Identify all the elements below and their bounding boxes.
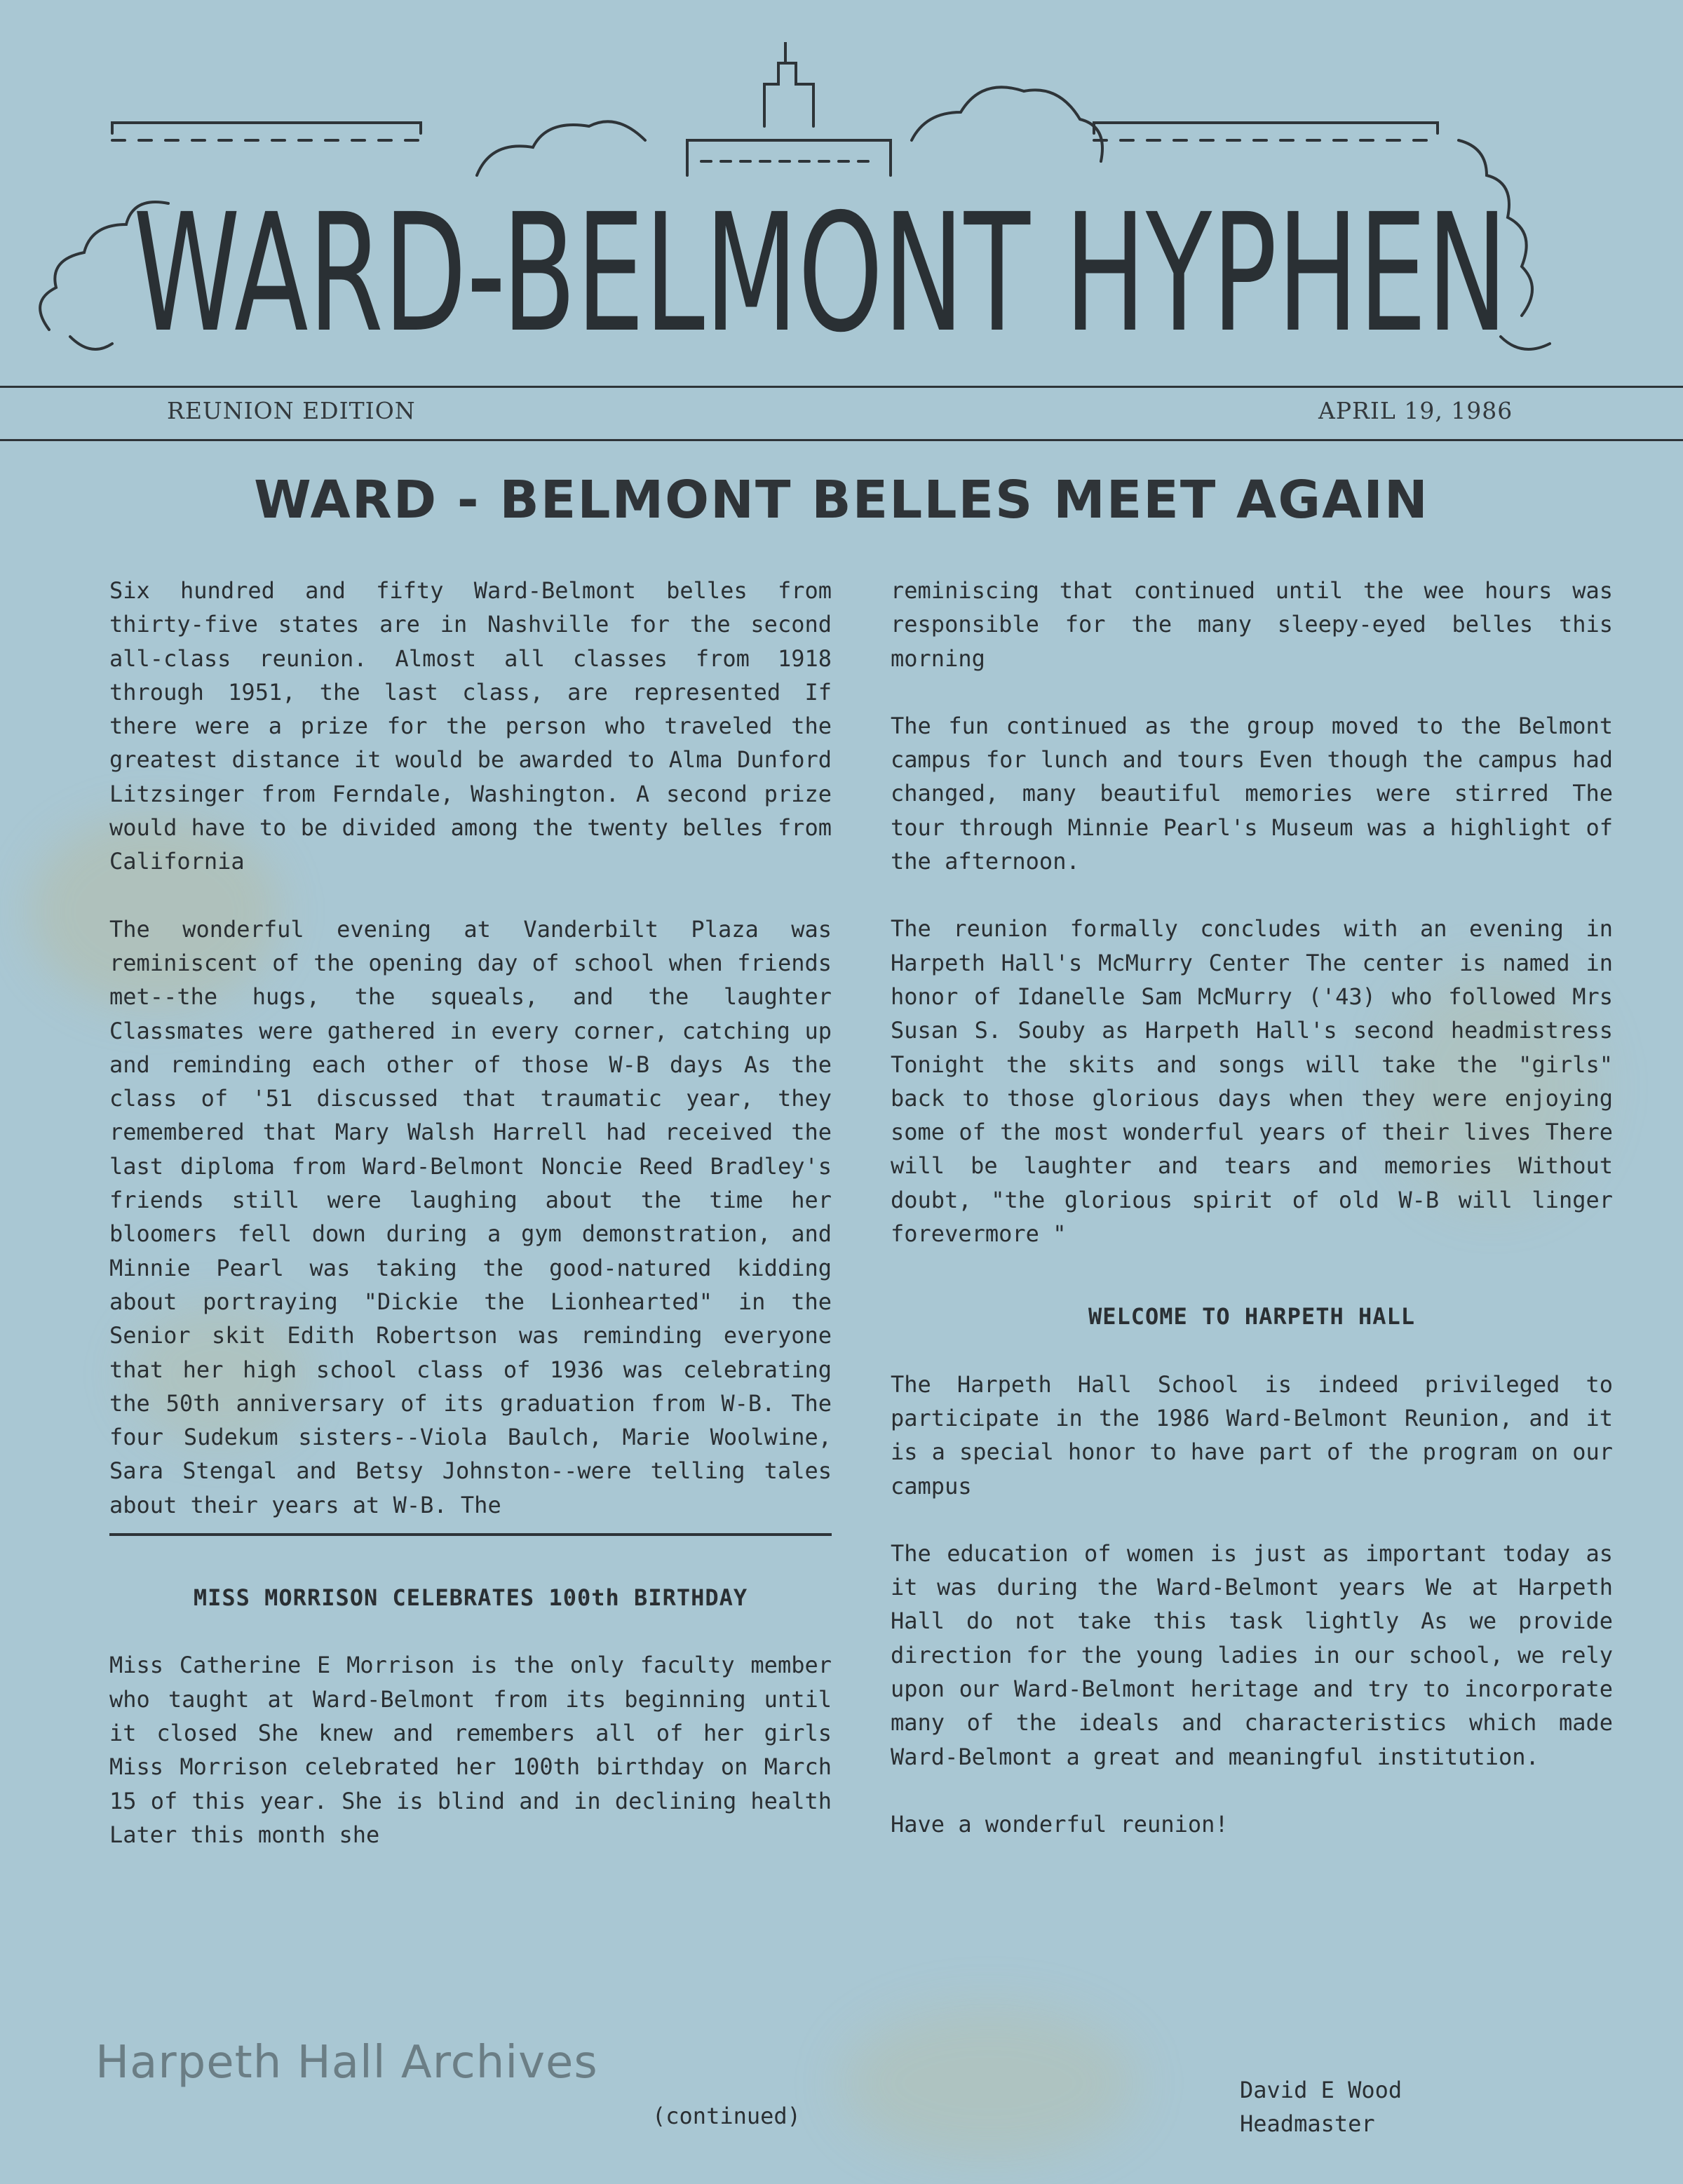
article-paragraph: reminiscing that continued until the wee hours was responsible for the many sleepy-eyed belles this morning xyxy=(891,577,1613,672)
continued-note: (continued) xyxy=(652,2103,801,2129)
signature-name: David E Wood xyxy=(1240,2077,1402,2103)
masthead xyxy=(28,35,1613,386)
masthead-title: WARD-BELMONT HYPHEN xyxy=(133,179,1508,368)
article-paragraph: The reunion formally concludes with an evening in Harpeth Hall's McMurry Center The center is named in honor of Idanelle Sam McMurry ('43) who followed Mrs Susan S. Souby as Harpeth Hall's second headmistress Tonight the skits and songs will take the "girls" back to those glorious days when they were enjoying some of the most wonderful years of their lives There will be laughter and tears and memories Without doubt, "the glorious spirit of old W-B will linger forevermore " xyxy=(891,915,1613,1248)
masthead-rule-top xyxy=(0,386,1683,388)
masthead-rule-bottom xyxy=(0,439,1683,441)
morrison-subhead: MISS MORRISON CELEBRATES 100th BIRTHDAY xyxy=(193,1584,748,1612)
welcome-paragraph: The education of women is just as important today as it was during the Ward-Belmont years We at Harpeth Hall do not take this task lightly As we provide direction for the young ladies in our school, we rely upon our Ward-Belmont heritage and try to incorporate many of the ideals and characteristics which made Ward-Belmont a great and meaningful institution. xyxy=(891,1539,1613,1770)
left-column xyxy=(109,574,832,1852)
right-column xyxy=(891,574,1613,1875)
morrison-paragraph: Miss Catherine E Morrison is the only faculty member who taught at Ward-Belmont from its beginning until it closed She knew and remembers all of her girls Miss Morrison celebrated her 100th birthday on March 15 of this year. She is blind and in declining health Later this month she xyxy=(109,1652,832,1848)
masthead-art xyxy=(28,35,1613,386)
welcome-closing: Have a wonderful reunion! xyxy=(891,1810,1229,1838)
welcome-subhead: WELCOME TO HARPETH HALL xyxy=(1088,1303,1416,1330)
issue-date: APRIL 19, 1986 xyxy=(1318,397,1513,424)
signature-block xyxy=(1240,2073,1402,2141)
archive-watermark: Harpeth Hall Archives xyxy=(95,2037,598,2089)
article-paragraph: The fun continued as the group moved to the Belmont campus for lunch and tours Even though the campus had changed, many beautiful memories were stirred The tour through Minnie Pearl's Museum was a highlight of the afternoon. xyxy=(891,712,1613,875)
welcome-paragraph: The Harpeth Hall School is indeed privileged to participate in the 1986 Ward-Belmont Reunion, and it is a special honor to have part of the program on our campus xyxy=(891,1370,1613,1499)
edition-label: REUNION EDITION xyxy=(167,397,416,424)
article-paragraph: Six hundred and fifty Ward-Belmont belles from thirty-five states are in Nashville for the second all-class reunion. Almost all classes from 1918 through 1951, the last class, are represented If there were a prize for the person who traveled the greatest distance it would be awarded to Alma Dunford Litzsinger from Ferndale, Washington. A second prize would have to be divided among the twenty belles from California xyxy=(109,577,832,875)
section-divider xyxy=(109,1533,832,1536)
paper-stain xyxy=(842,2006,1136,2160)
headline: WARD - BELMONT BELLES MEET AGAIN xyxy=(254,470,1429,530)
article-paragraph: The wonderful evening at Vanderbilt Plaza was reminiscent of the opening day of school when friends met--the hugs, the squeals, and the laughter Classmates were gathered in every corner, catching up and reminding each other of those W-B days As the class of '51 discussed that traumatic year, they remembered that Mary Walsh Harrell had received the last diploma from Ward-Belmont Noncie Reed Bradley's friends still were laughing about the time her bloomers fell down during a gym demonstration, and Minnie Pearl was taking the good-natured kidding about portraying "Dickie the Lionhearted" in the Senior skit Edith Robertson was reminding everyone that her high school class of 1936 was celebrating the 50th anniversary of its graduation from W-B. The four Sudekum sisters--Viola Baulch, Marie Woolwine, Sara Stengal and Betsy Johnston--were telling tales about their years at W-B. The xyxy=(109,915,832,1518)
signature-title: Headmaster xyxy=(1240,2110,1375,2137)
